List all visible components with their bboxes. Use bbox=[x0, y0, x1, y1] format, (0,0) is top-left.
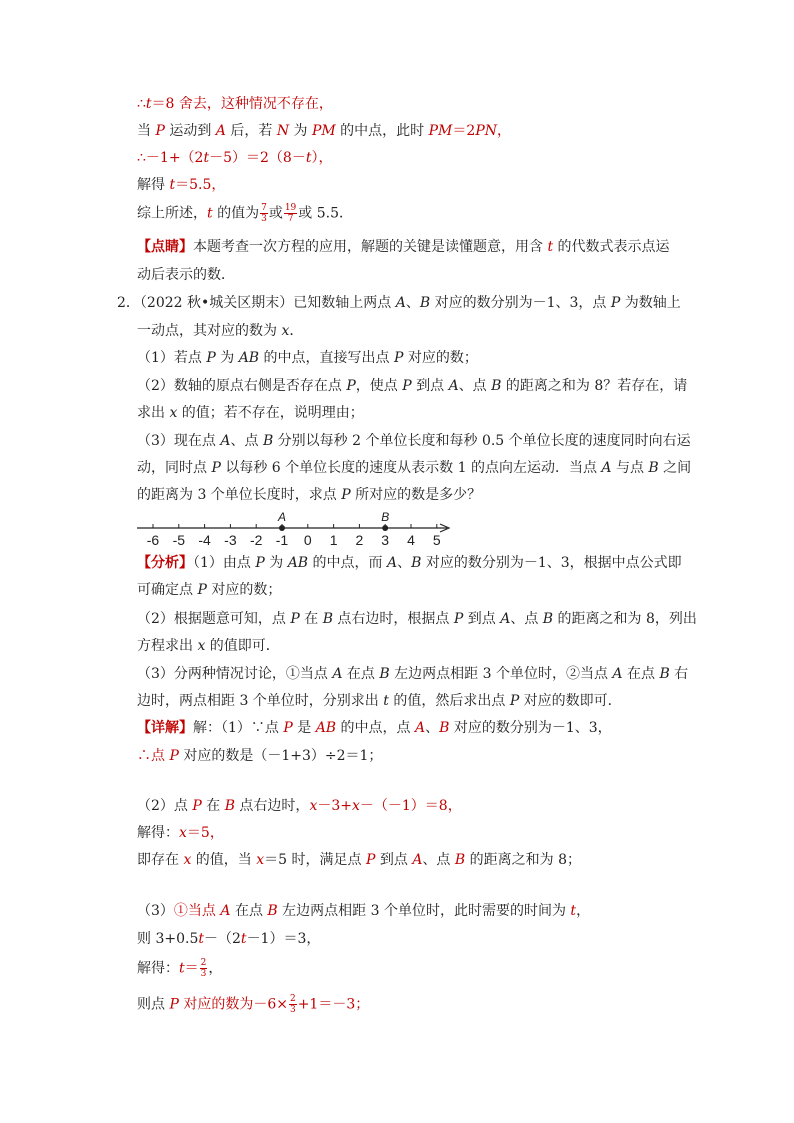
text: 解得： bbox=[137, 825, 179, 841]
variable: PM bbox=[428, 123, 453, 139]
text: 解得 bbox=[137, 177, 170, 193]
text: 的距离之和为 8； bbox=[465, 852, 581, 868]
variable: B bbox=[322, 611, 333, 627]
variable: P bbox=[610, 295, 621, 311]
subquestion-2-cont bbox=[137, 403, 364, 423]
text: 为 bbox=[215, 350, 239, 366]
text: 解得： bbox=[137, 960, 179, 977]
text: ＝2 bbox=[452, 123, 476, 139]
section-tag: 【分析】 bbox=[137, 555, 193, 571]
text-line bbox=[137, 148, 332, 168]
text: （1）若点 bbox=[137, 350, 207, 366]
text-line bbox=[137, 94, 333, 114]
tick-label: -1 bbox=[275, 532, 289, 548]
subquestion-2 bbox=[137, 376, 687, 396]
tick-label: -4 bbox=[198, 532, 211, 548]
variable: B bbox=[542, 611, 554, 627]
section-tag: 【点睛】 bbox=[137, 239, 193, 255]
text: 当 bbox=[137, 123, 156, 139]
variable: B bbox=[419, 295, 431, 311]
solution-line bbox=[137, 718, 612, 738]
variable: PM bbox=[311, 123, 336, 139]
variable: P bbox=[290, 611, 300, 627]
text: 解：（1）∵点 bbox=[193, 720, 284, 736]
variable: x bbox=[351, 798, 360, 814]
solution-line bbox=[137, 958, 222, 979]
variable: B bbox=[267, 903, 278, 919]
text: 动后表示的数． bbox=[137, 267, 235, 283]
question-line bbox=[117, 293, 681, 313]
text: 的值，当 bbox=[191, 852, 257, 868]
text: ＝5， bbox=[186, 825, 224, 841]
variable: AB bbox=[238, 350, 260, 366]
text: 到点 bbox=[411, 378, 449, 394]
variable: P bbox=[509, 693, 520, 709]
text: 的值；若不存在，说明理由； bbox=[177, 405, 364, 421]
variable: B bbox=[454, 852, 466, 868]
analysis-line bbox=[137, 609, 697, 629]
variable: B bbox=[262, 433, 274, 449]
text: ∴点 bbox=[137, 748, 170, 764]
variable: P bbox=[192, 798, 202, 814]
text: 对应的数是（－1+3）÷2＝1； bbox=[178, 748, 383, 764]
denominator: 3 bbox=[289, 1005, 296, 1015]
text: 对应的数分别为－1、3，根据中点公式即 bbox=[421, 555, 682, 571]
text: ， bbox=[576, 903, 591, 919]
text: 、 bbox=[397, 555, 412, 571]
variable: P bbox=[255, 555, 265, 571]
solution-line bbox=[137, 901, 590, 921]
analysis-line bbox=[137, 664, 688, 684]
text: 是 bbox=[292, 720, 316, 736]
text: 的值即可． bbox=[205, 638, 280, 654]
variable: P bbox=[394, 350, 404, 366]
point-a-dot bbox=[279, 525, 285, 531]
number-line-ticks bbox=[147, 510, 441, 548]
variable: P bbox=[169, 748, 179, 764]
text: 对应的数； bbox=[206, 582, 282, 598]
tick-label: -2 bbox=[249, 532, 263, 548]
variable: A bbox=[612, 666, 623, 682]
variable: t bbox=[198, 931, 204, 947]
text: +1＝－3； bbox=[297, 996, 370, 1013]
text: 则 3+0.5 bbox=[137, 931, 199, 947]
text: （3）现在点 bbox=[137, 433, 221, 449]
text: 的距离之和为 8？若存在，请 bbox=[501, 378, 688, 394]
text: 一动点，其对应的数为 bbox=[137, 323, 282, 339]
tick-label: -5 bbox=[172, 532, 186, 548]
analysis-line bbox=[137, 580, 281, 600]
text: 、 bbox=[405, 295, 420, 311]
text: 在点 bbox=[622, 666, 660, 682]
text: ， bbox=[208, 960, 223, 977]
text: 对应的数为－6× bbox=[178, 996, 288, 1013]
text: 之间 bbox=[658, 460, 692, 476]
text: －5）＝2（8－ bbox=[209, 150, 306, 166]
variable: A bbox=[412, 852, 423, 868]
denominator: 3 bbox=[261, 214, 267, 224]
text: 的中点，直接写出点 bbox=[259, 350, 394, 366]
variable: A bbox=[500, 611, 511, 627]
point-b-dot bbox=[382, 525, 388, 531]
text: 以每秒 6 个单位长度的速度从表示数 1 的点向左运动．当点 bbox=[220, 460, 602, 476]
variable: A bbox=[387, 555, 398, 571]
text: 分别以每秒 2 个单位长度和每秒 0.5 个单位长度的速度同时向右运 bbox=[273, 433, 691, 449]
variable: x bbox=[183, 852, 192, 868]
text: 的距离为 3 个单位长度时，求点 bbox=[137, 487, 342, 503]
variable: B bbox=[659, 666, 670, 682]
number-line-figure bbox=[135, 508, 465, 552]
text: 的中点，此时 bbox=[335, 123, 429, 139]
text: ， bbox=[497, 123, 511, 139]
text: （3）分两种情况讨论，①当点 bbox=[137, 666, 333, 682]
variable: B bbox=[439, 720, 450, 736]
variable: t bbox=[207, 205, 213, 222]
numerator: 2 bbox=[200, 958, 207, 968]
subquestion-3-cont bbox=[137, 485, 481, 505]
text: 本题考查一次方程的应用，解题的关键是读懂题意，用含 bbox=[193, 239, 548, 255]
text: －1）＝3， bbox=[246, 931, 321, 947]
variable: B bbox=[491, 378, 502, 394]
text: 为数轴上 bbox=[620, 295, 681, 311]
text: ＝5 时，满足点 bbox=[264, 852, 366, 868]
section-tag: 【详解】 bbox=[137, 720, 193, 736]
text: 为 bbox=[289, 123, 312, 139]
text: 的中点，点 bbox=[336, 720, 415, 736]
text: 、点 bbox=[422, 852, 455, 868]
text: 右 bbox=[669, 666, 689, 682]
variable: PN bbox=[475, 123, 497, 139]
numerator: 7 bbox=[261, 203, 267, 213]
text: 后，若 bbox=[225, 123, 277, 139]
point-b-label: B bbox=[381, 510, 390, 524]
text: ＝8 舍去，这种情况不存在， bbox=[151, 96, 333, 112]
numerator: 19 bbox=[284, 203, 297, 213]
variable: P bbox=[169, 996, 179, 1013]
tick-label: 3 bbox=[381, 532, 390, 548]
variable: AB bbox=[315, 720, 337, 736]
text: ∴－1+（2 bbox=[137, 150, 204, 166]
text-line bbox=[137, 121, 511, 141]
text: 左边两点相距 3 个单位时，此时需要的时间为 bbox=[277, 903, 571, 919]
text: 在点 bbox=[230, 903, 268, 919]
variable: t bbox=[383, 693, 389, 709]
variable: t bbox=[547, 239, 554, 255]
text: 的值为 bbox=[212, 205, 260, 222]
denominator: 7 bbox=[287, 214, 294, 224]
variable: P bbox=[155, 123, 165, 139]
text: 、 bbox=[425, 720, 440, 736]
variable: B bbox=[224, 798, 235, 814]
text: 对应的数分别为－1、3，点 bbox=[430, 295, 611, 311]
tick-label: -3 bbox=[224, 532, 237, 548]
text: －（－1）＝8， bbox=[359, 798, 462, 814]
analysis-line bbox=[137, 636, 280, 656]
variable: x bbox=[197, 638, 206, 654]
text-line bbox=[137, 203, 353, 224]
text: （2）根据题意可知，点 bbox=[137, 611, 291, 627]
text: 与点 bbox=[611, 460, 649, 476]
solution-line bbox=[137, 746, 382, 766]
text: 点右边时， bbox=[234, 798, 310, 814]
text: 为 bbox=[264, 555, 288, 571]
fraction bbox=[289, 994, 297, 1015]
fraction bbox=[260, 203, 268, 224]
tick-label: 0 bbox=[303, 532, 312, 548]
variable: P bbox=[346, 378, 356, 394]
text: 运动到 bbox=[164, 123, 216, 139]
solution-line bbox=[137, 994, 369, 1015]
text: ）， bbox=[311, 150, 333, 166]
fraction bbox=[200, 958, 208, 979]
text-line bbox=[137, 175, 225, 195]
text-line bbox=[137, 237, 670, 257]
variable: P bbox=[197, 582, 207, 598]
text: （1）由点 bbox=[193, 555, 256, 571]
analysis-line bbox=[137, 691, 622, 711]
text: 到点 bbox=[463, 611, 501, 627]
text: 对应的数即可． bbox=[519, 693, 622, 709]
variable: B bbox=[411, 555, 422, 571]
text: 可确定点 bbox=[137, 582, 198, 598]
text: －（2 bbox=[204, 931, 241, 947]
text: 、点 bbox=[510, 611, 543, 627]
text: （2022 秋•城关区期末）已知数轴上两点 bbox=[139, 295, 396, 311]
numerator: 2 bbox=[289, 994, 296, 1004]
fraction bbox=[284, 203, 297, 224]
variable: P bbox=[211, 460, 221, 476]
solution-line bbox=[137, 796, 462, 816]
subquestion-1 bbox=[137, 348, 478, 368]
text: ． bbox=[289, 323, 304, 339]
tick-label: 4 bbox=[407, 532, 415, 548]
tick-label: 1 bbox=[329, 532, 338, 548]
variable: P bbox=[341, 487, 351, 503]
text: ①当点 bbox=[173, 903, 221, 919]
text: ∴ bbox=[137, 96, 146, 112]
text: 、点 bbox=[230, 433, 263, 449]
variable: P bbox=[206, 350, 216, 366]
variable: AB bbox=[287, 555, 309, 571]
point-a-label: A bbox=[277, 510, 287, 524]
text: 或 bbox=[268, 205, 283, 222]
text-line bbox=[137, 265, 235, 285]
text: 到点 bbox=[375, 852, 413, 868]
variable: t bbox=[169, 177, 176, 193]
text: 所对应的数是多少？ bbox=[350, 487, 482, 503]
text: ，使点 bbox=[355, 378, 403, 394]
text: ＝ bbox=[184, 960, 199, 977]
variable: A bbox=[448, 378, 459, 394]
tick-label: -6 bbox=[146, 532, 160, 548]
text: 在 bbox=[201, 798, 225, 814]
text: 求出 bbox=[137, 405, 170, 421]
variable: A bbox=[601, 460, 612, 476]
text: 在点 bbox=[342, 666, 380, 682]
variable: x bbox=[281, 323, 290, 339]
variable: A bbox=[395, 295, 406, 311]
variable: x bbox=[179, 825, 187, 841]
text: （2）点 bbox=[137, 798, 193, 814]
text: 即存在 bbox=[137, 852, 184, 868]
text: 对应的数； bbox=[403, 350, 478, 366]
subquestion-3-cont bbox=[137, 458, 691, 478]
variable: x bbox=[256, 852, 265, 868]
text: 方程求出 bbox=[137, 638, 198, 654]
text: 动，同时点 bbox=[137, 460, 212, 476]
variable: t bbox=[203, 150, 210, 166]
text: －3+ bbox=[317, 798, 352, 814]
tick-label: 2 bbox=[355, 532, 364, 548]
variable: t bbox=[145, 96, 152, 112]
variable: A bbox=[220, 903, 231, 919]
variable: P bbox=[365, 852, 376, 868]
text: （3） bbox=[137, 903, 174, 919]
variable: A bbox=[220, 433, 231, 449]
text: 点右边时，根据点 bbox=[332, 611, 454, 627]
variable: P bbox=[453, 611, 464, 627]
variable: t bbox=[570, 903, 577, 919]
text: 对应的数分别为－1、3， bbox=[449, 720, 612, 736]
text: 的中点，而 bbox=[308, 555, 387, 571]
question-line bbox=[137, 321, 303, 341]
variable: N bbox=[276, 123, 290, 139]
variable: t bbox=[179, 960, 185, 977]
text: 的代数式表示点运 bbox=[553, 239, 670, 255]
text: 、点 bbox=[458, 378, 492, 394]
variable: A bbox=[215, 123, 226, 139]
text: 综上所述， bbox=[137, 205, 207, 222]
question-number: 2． bbox=[117, 295, 140, 311]
variable: B bbox=[379, 666, 390, 682]
denominator: 3 bbox=[200, 969, 207, 979]
text: 或 5.5． bbox=[298, 205, 353, 222]
text: 的值，然后求出点 bbox=[388, 693, 510, 709]
text: ＝5.5， bbox=[175, 177, 226, 193]
analysis-line bbox=[137, 553, 682, 573]
variable: x bbox=[169, 405, 178, 421]
text: 在 bbox=[299, 611, 323, 627]
variable: A bbox=[415, 720, 426, 736]
text: （2）数轴的原点右侧是否存在点 bbox=[137, 378, 347, 394]
text: 边时，两点相距 3 个单位时，分别求出 bbox=[137, 693, 384, 709]
variable: t bbox=[240, 931, 247, 947]
variable: A bbox=[332, 666, 343, 682]
variable: P bbox=[402, 378, 412, 394]
solution-line bbox=[137, 823, 224, 843]
variable: P bbox=[283, 720, 293, 736]
solution-line bbox=[137, 929, 320, 949]
solution-line bbox=[137, 850, 581, 870]
text: 的距离之和为 8，列出 bbox=[553, 611, 697, 627]
tick-label: 5 bbox=[432, 532, 441, 548]
text: 左边两点相距 3 个单位时，②当点 bbox=[389, 666, 613, 682]
subquestion-3 bbox=[137, 431, 691, 451]
variable: B bbox=[648, 460, 659, 476]
variable: x bbox=[309, 798, 318, 814]
variable: t bbox=[305, 150, 312, 166]
text: 则点 bbox=[137, 996, 170, 1013]
